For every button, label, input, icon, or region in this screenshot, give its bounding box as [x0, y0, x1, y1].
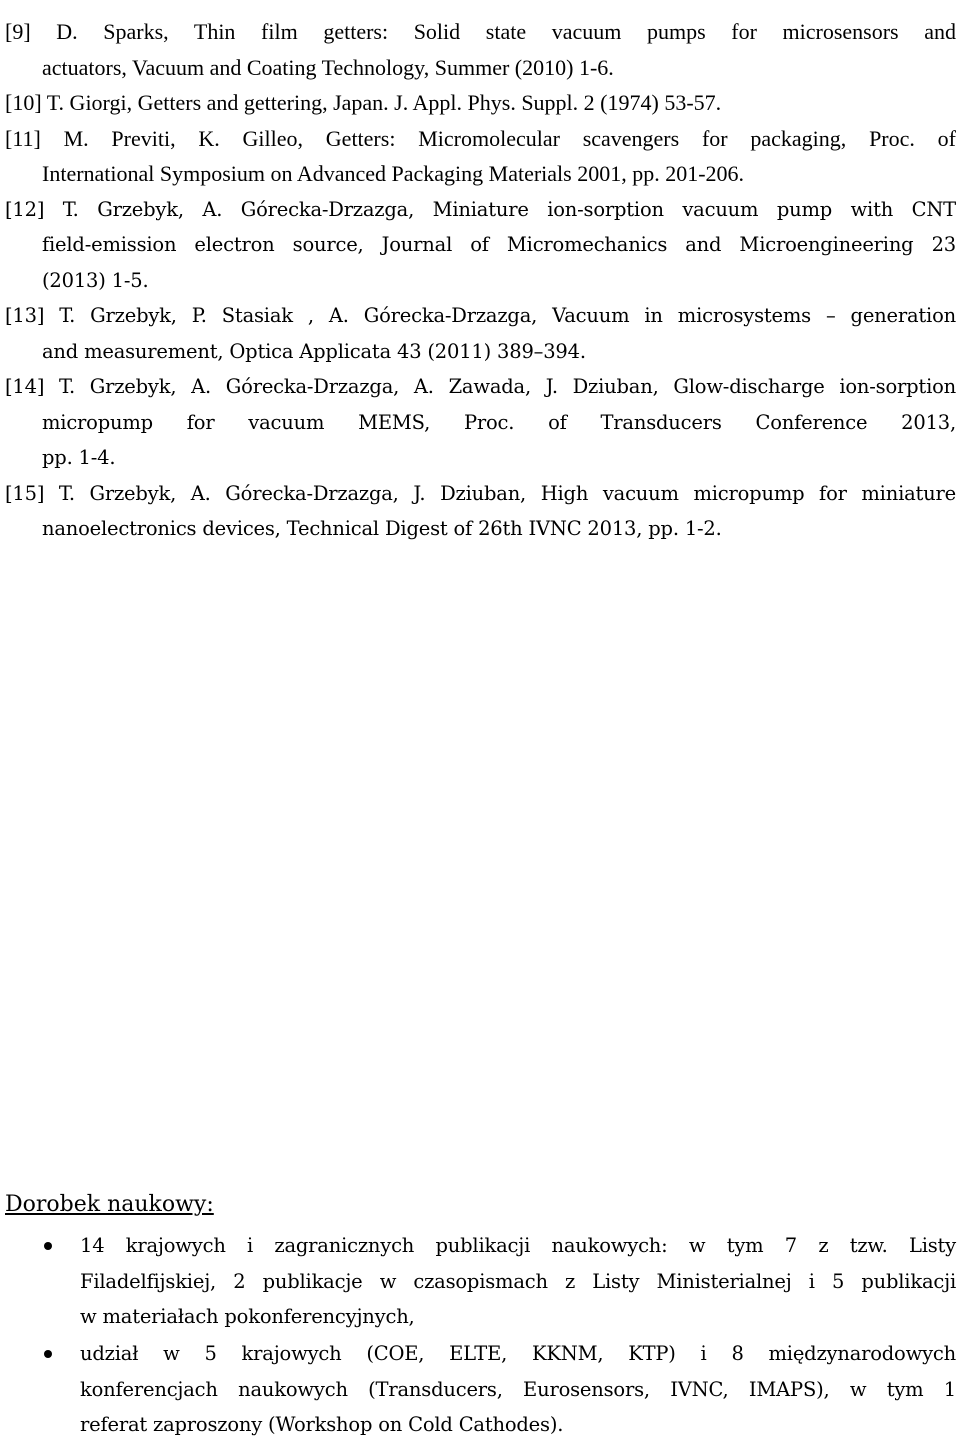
reference-line: [12] T. Grzebyk, A. Górecka-Drzazga, Miniature ion-sorption vacuum pump with CNT [5, 197, 956, 221]
reference-line: (2013) 1-5. [42, 268, 149, 292]
bullet-icon [44, 1350, 52, 1358]
bullet-line: Filadelfijskiej, 2 publikacje w czasopismach z Listy Ministerialnej i 5 publikacji [80, 1269, 956, 1293]
reference-line: [11] M. Previti, K. Gilleo, Getters: Micromolecular scavengers for packaging, Proc. of [5, 125, 956, 151]
reference-line: nanoelectronics devices, Technical Digest of 26th IVNC 2013, pp. 1-2. [42, 517, 722, 540]
reference-line: [9] D. Sparks, Thin film getters: Solid state vacuum pumps for microsensors and [5, 19, 956, 44]
reference-line: [15] T. Grzebyk, A. Górecka-Drzazga, J. Dziuban, High vacuum micropump for miniature [5, 481, 956, 505]
reference-line: [10] T. Giorgi, Getters and gettering, Japan. J. Appl. Phys. Suppl. 2 (1974) 53-57. [5, 90, 722, 115]
reference-line: and measurement, Optica Applicata 43 (2011) 389–394. [42, 339, 586, 363]
reference-line: micropump for vacuum MEMS, Proc. of Transducers Conference 2013, [42, 410, 956, 434]
reference-line: [14] T. Grzebyk, A. Górecka-Drzazga, A. Zawada, J. Dziuban, Glow-discharge ion-sorption [5, 375, 956, 398]
reference-line: actuators, Vacuum and Coating Technology, Summer (2010) 1-6. [42, 54, 614, 80]
bullet-line: 14 krajowych i zagranicznych publikacji naukowych: w tym 7 z tzw. Listy [80, 1234, 956, 1257]
bullet-icon [44, 1242, 52, 1250]
reference-line: International Symposium on Advanced Packaging Materials 2001, pp. 201-206. [42, 161, 745, 186]
bullet-line: referat zaproszony (Workshop on Cold Cathodes). [80, 1413, 564, 1436]
reference-line: field-emission electron source, Journal of Micromechanics and Microengineering 23 [42, 233, 956, 256]
bullet-line: konferencjach naukowych (Transducers, Eurosensors, IVNC, IMAPS), w tym 1 [80, 1377, 956, 1401]
reference-line: [13] T. Grzebyk, P. Stasiak , A. Górecka-Drzazga, Vacuum in microsystems – generation [5, 304, 956, 327]
bullet-line: udział w 5 krajowych (COE, ELTE, KKNM, KTP) i 8 międzynarodowych [80, 1342, 956, 1365]
bullet-line: w materiałach pokonferencyjnych, [80, 1305, 415, 1328]
section-heading: Dorobek naukowy: [5, 1192, 214, 1217]
reference-line: pp. 1-4. [42, 446, 116, 469]
